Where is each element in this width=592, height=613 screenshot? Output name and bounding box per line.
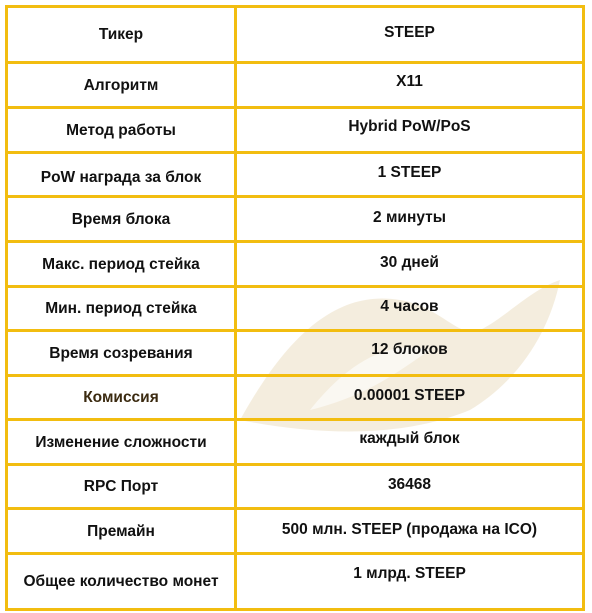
table-row	[7, 242, 584, 287]
row-value: 1 млрд. STEEP	[236, 554, 584, 610]
row-label: Общее количество монет	[7, 554, 236, 610]
row-label: Метод работы	[7, 108, 236, 153]
row-label: RPC Порт	[7, 465, 236, 509]
row-label: Изменение сложности	[7, 420, 236, 465]
table-row	[7, 153, 584, 197]
table-row	[7, 197, 584, 242]
table-row	[7, 63, 584, 108]
row-label: Тикер	[7, 7, 236, 63]
table-row	[7, 287, 584, 331]
row-value: 4 часов	[236, 287, 584, 331]
row-value: 12 блоков	[236, 331, 584, 376]
table-row	[7, 465, 584, 509]
row-label: Комиссия	[7, 376, 236, 420]
spec-table	[5, 5, 585, 611]
table-row	[7, 376, 584, 420]
row-label: PoW награда за блок	[7, 153, 236, 197]
row-label: Мин. период стейка	[7, 287, 236, 331]
row-value: 30 дней	[236, 242, 584, 287]
row-label: Макс. период стейка	[7, 242, 236, 287]
row-value: 1 STEEP	[236, 153, 584, 197]
row-label: Премайн	[7, 509, 236, 554]
table-row	[7, 331, 584, 376]
row-value: Hybrid PoW/PoS	[236, 108, 584, 153]
table-row	[7, 420, 584, 465]
row-value: X11	[236, 63, 584, 108]
table-row	[7, 554, 584, 610]
row-value: 36468	[236, 465, 584, 509]
row-value: каждый блок	[236, 420, 584, 465]
table-row	[7, 108, 584, 153]
table-row	[7, 509, 584, 554]
row-value: 500 млн. STEEP (продажа на ICO)	[236, 509, 584, 554]
row-value: 2 минуты	[236, 197, 584, 242]
row-value: 0.00001 STEEP	[236, 376, 584, 420]
row-label: Алгоритм	[7, 63, 236, 108]
row-value: STEEP	[236, 7, 584, 63]
row-label: Время созревания	[7, 331, 236, 376]
row-label: Время блока	[7, 197, 236, 242]
table-row	[7, 7, 584, 63]
